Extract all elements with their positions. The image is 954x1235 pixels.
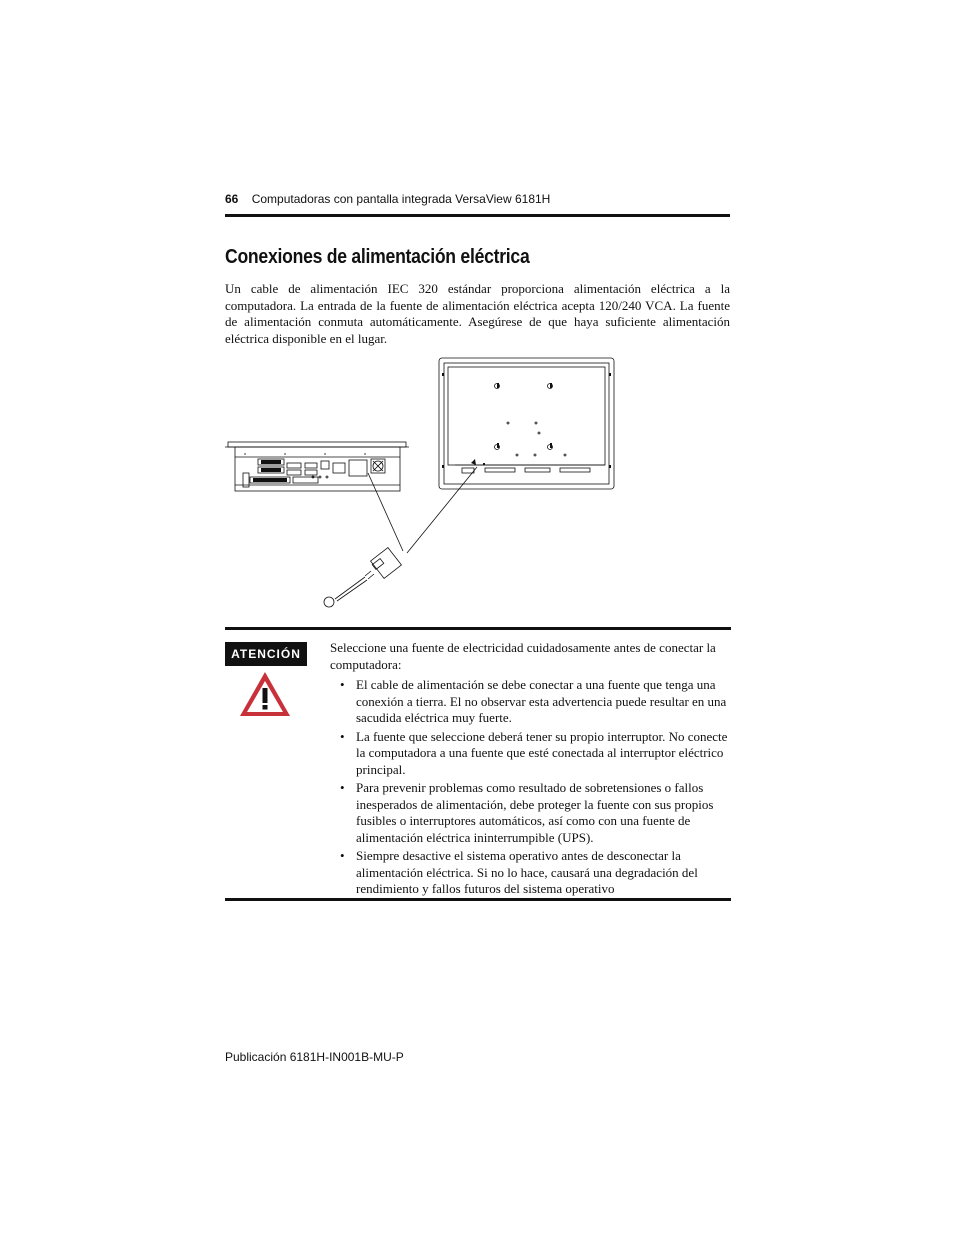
power-connection-diagram [225,355,620,610]
publication-footer: Publicación 6181H-IN001B-MU-P [225,1050,404,1064]
ground-symbol [324,597,334,607]
warning-item-text: Para prevenir problemas como resultado de sobretensiones o fallos inesperados de alimentación, debe proteger la fuente con sus propios fusibles o interruptores automáticos, así como con una fuente de alimentación eléctrica ininterrumpible (UPS). [356,780,714,845]
warning-item-text: La fuente que seleccione deberá tener su propio interruptor. No conecte la computadora a una fuente que esté conectada al interruptor eléctrico principal. [356,728,728,777]
warning-item [330,848,730,898]
section-title: Conexiones de alimentación eléctrica [225,246,530,268]
computer-side-view [225,442,409,491]
warning-text [330,640,730,900]
warning-intro: Seleccione una fuente de electricidad cuidadosamente antes de conectar la computadora: [330,640,716,672]
warning-triangle-icon [238,670,292,718]
warning-item-text: El cable de alimentación se debe conectar a una fuente que tenga una conexión a tierra. El no observar esta advertencia puede resultar en una sacudida eléctrica muy fuerte. [356,677,727,725]
warning-item [330,780,730,846]
warning-item [330,729,730,779]
bullet: • [340,728,345,744]
bullet: • [340,848,345,863]
power-plug [335,548,401,601]
intro-paragraph: Un cable de alimentación IEC 320 estándar proporciona alimentación eléctrica a la computadora. La entrada de la fuente de alimentación eléctrica acepta 120/240 VCA. La fuente de alimentación conmuta automáticamente. Asegúrese de que haya suficiente alimentación eléctrica disponible en el lugar. [225,281,730,346]
warning-bottom-rule [225,898,731,901]
warning-item-text: Siempre desactive el sistema operativo antes de desconectar la alimentación eléctrica. Si no lo hace, causará una degradación del rendimiento y fallos futuros del sistema operativo [356,848,698,896]
warning-top-rule [225,627,731,630]
page-header [225,192,730,206]
header-rule [225,214,730,217]
computer-rear-view [439,358,614,489]
bullet: • [340,780,345,795]
warning-item [330,677,730,727]
attention-badge: ATENCIÓN [225,642,307,666]
page-number: 66 [225,192,239,206]
bullet: • [340,677,345,692]
running-title: Computadoras con pantalla integrada VersaView 6181H [251,192,551,206]
warning-list [330,677,730,898]
